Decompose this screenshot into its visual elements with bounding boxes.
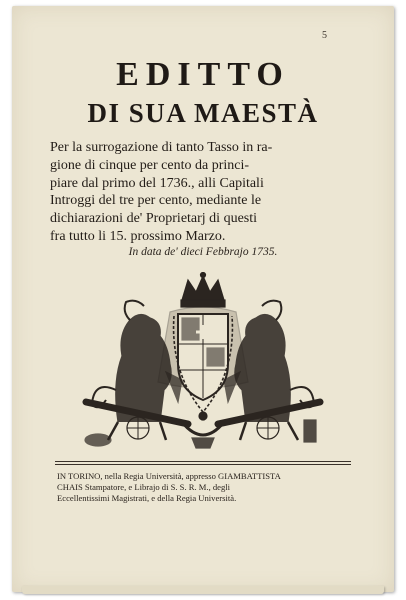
lion-icon — [116, 314, 171, 422]
body-line: dichiarazioni de' Proprietarj di questi — [50, 211, 258, 227]
document-subtitle: DI SUA MAESTÀ — [87, 98, 319, 128]
date-line: In data de' dieci Febbrajo 1735. — [128, 246, 278, 258]
body-line: Per la surrogazione di tanto Tasso in ra- — [50, 140, 273, 155]
lion-icon — [235, 314, 290, 422]
imprint-line: Eccellentissimi Magistrati, e della Regia Università. — [57, 493, 237, 503]
imprint-line: IN TORINO, nella Regia Università, appresso GIAMBATTISTA — [57, 471, 281, 481]
body-line: Introggi del tre per cento, mediante le — [50, 193, 262, 209]
imprint-line: CHAIS Stampatore, e Librajo di S. S. R. M., degli — [57, 482, 231, 492]
body-line: gione di cinque per cento da princi- — [50, 157, 250, 173]
body-line: fra tutto li 15. prossimo Marzo. — [50, 228, 226, 244]
crown-icon — [182, 276, 224, 300]
body-line: piare dal primo del 1736., alli Capitali — [50, 175, 264, 191]
drum-icon — [85, 434, 111, 446]
edict-body — [50, 139, 365, 246]
divider — [55, 464, 351, 465]
page-number: 5 — [322, 30, 327, 41]
document-title: EDITTO — [116, 56, 290, 93]
divider — [55, 461, 351, 462]
coat-of-arms-icon — [78, 272, 328, 452]
sheet-edge — [22, 586, 384, 594]
imprint — [57, 471, 352, 504]
